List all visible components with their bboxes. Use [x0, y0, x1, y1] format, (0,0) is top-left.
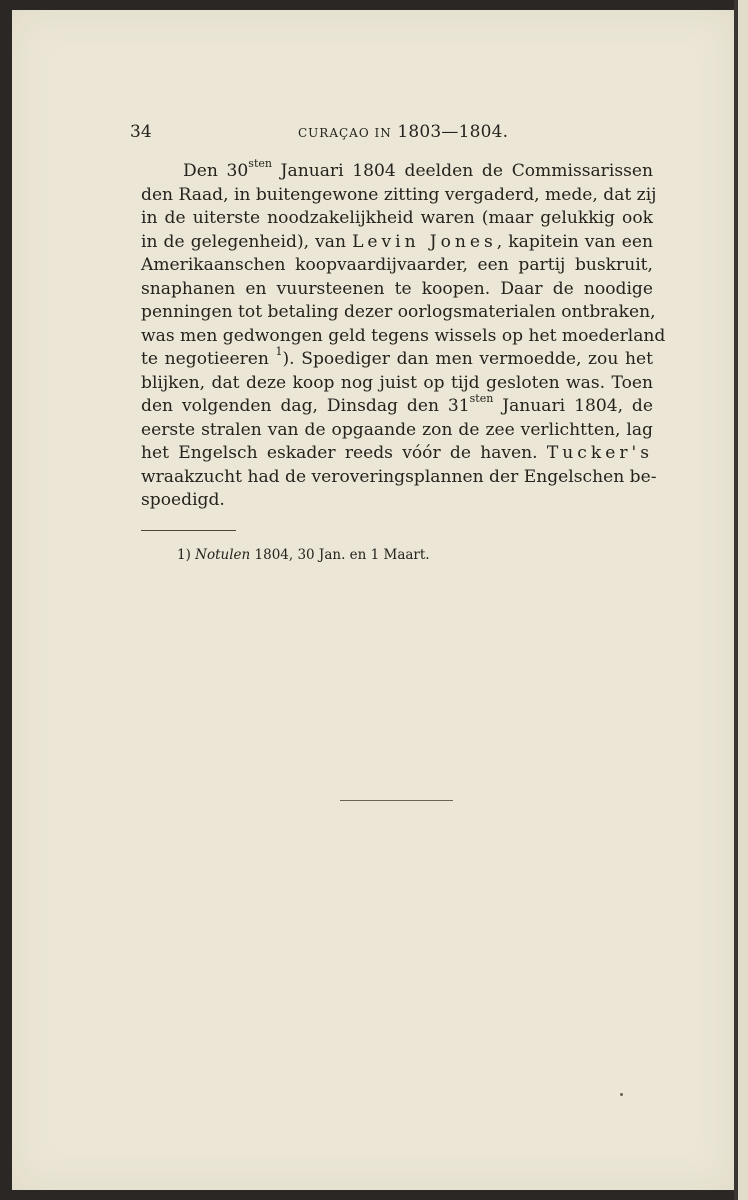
- running-header: [129, 120, 659, 146]
- text-run: het Engelsch eskader reeds vóór de haven.: [141, 443, 547, 463]
- text-line: [141, 231, 653, 255]
- page-number: 34: [130, 122, 152, 142]
- superscript: sten: [248, 157, 272, 171]
- person-name: Tucker's: [546, 443, 653, 463]
- text-line: snaphanen en vuursteenen te koopen. Daar de noodige: [141, 278, 653, 299]
- footnote-marker: 1): [177, 547, 191, 563]
- text-line: blijken, dat deze koop nog juist op tijd gesloten was. Toen: [141, 372, 653, 393]
- next-page-edge: [738, 0, 748, 1200]
- text-line: [141, 392, 653, 419]
- text-run: , kapitein van een: [496, 231, 653, 252]
- running-title-smallcaps: CURAÇAO IN: [298, 126, 392, 140]
- text-run: Januari 1804, de: [493, 396, 653, 416]
- footnote-text: 1804, 30 Jan. en 1 Maart.: [250, 547, 430, 563]
- footnote-source: Notulen: [195, 547, 251, 563]
- running-title: [298, 122, 508, 142]
- text-run: Januari 1804 deelden de Commissarissen: [271, 161, 653, 181]
- text-line: den Raad, in buitengewone zitting vergaderd, mede, dat zij: [141, 184, 657, 205]
- person-name: Levin Jones: [352, 231, 497, 252]
- text-line: in de uiterste noodzakelijkheid waren (maar gelukkig ook: [141, 208, 653, 228]
- text-run: in de gelegenheid), van: [141, 231, 353, 252]
- section-end-rule: [340, 800, 453, 801]
- text-line: penningen tot betaling dezer oorlogsmaterialen ontbraken,: [141, 302, 656, 322]
- text-line: Amerikaanschen koopvaardijvaarder, een partij buskruit,: [141, 255, 653, 275]
- text-run: ). Spoediger dan men vermoedde, zou het: [282, 349, 653, 369]
- text-line: spoedigd.: [141, 490, 225, 510]
- text-line: [141, 442, 653, 466]
- text-line: eerste stralen van de opgaande zon de zee verlichtten, lag: [141, 419, 653, 440]
- text-run: te negotieeren: [141, 349, 276, 369]
- paper-speck: [620, 1093, 623, 1096]
- text-run: Den 30: [183, 161, 249, 181]
- text-line: wraakzucht had de veroveringsplannen der Engelschen be-: [141, 466, 657, 487]
- running-title-years: 1803—1804.: [391, 122, 509, 142]
- main-paragraph: [141, 157, 666, 513]
- text-line: was men gedwongen geld tegens wissels op het moederland: [141, 325, 666, 346]
- superscript: sten: [469, 392, 494, 406]
- text-line: [141, 157, 653, 184]
- footnote-divider: [141, 530, 236, 531]
- footnote: [177, 547, 617, 563]
- footnote-reference: 1: [275, 345, 283, 359]
- text-run: den volgenden dag, Dinsdag den 31: [141, 396, 470, 416]
- text-line: [141, 345, 653, 372]
